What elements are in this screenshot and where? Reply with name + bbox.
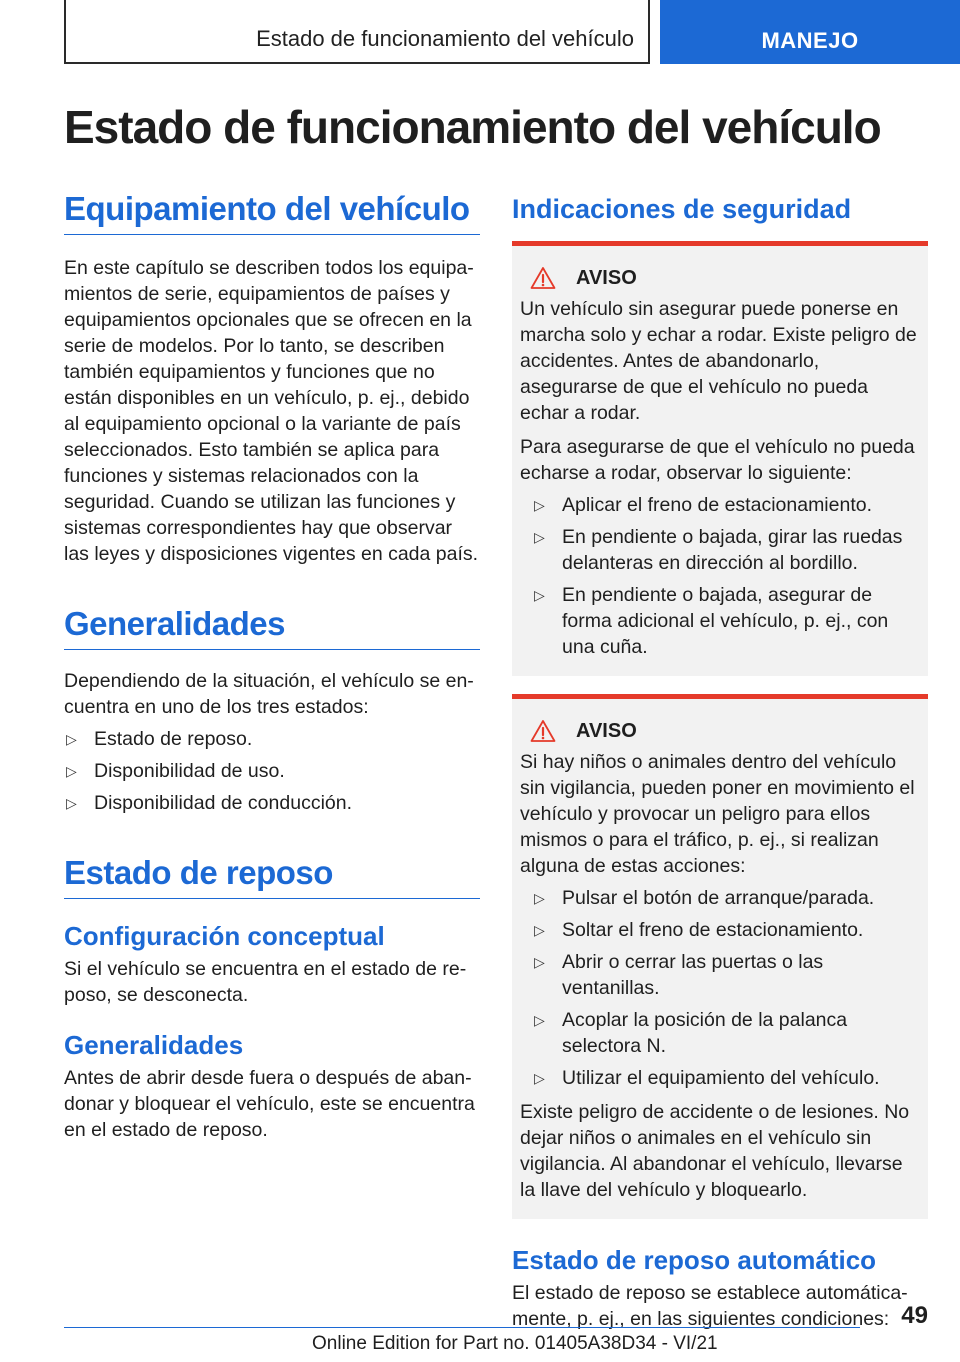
triangle-bullet-icon: ▷ (66, 763, 77, 779)
equipamiento-heading: Equipamiento del vehículo (64, 190, 480, 235)
footer-divider (64, 1327, 860, 1328)
warning-triangle-icon (530, 266, 556, 290)
triangle-bullet-icon: ▷ (534, 1012, 545, 1028)
warning-label: AVISO (576, 719, 637, 742)
warning-label: AVISO (576, 266, 637, 289)
warning-box-2 (512, 694, 928, 1219)
warning-list (520, 492, 920, 660)
reposo-automatico-heading: Estado de reposo automático (512, 1245, 877, 1275)
generalidades-sub-heading: Generalidades (64, 1030, 244, 1060)
triangle-bullet-icon: ▷ (534, 529, 545, 545)
triangle-bullet-icon: ▷ (534, 890, 545, 906)
warning-triangle-icon (530, 719, 556, 743)
seguridad-heading: Indicaciones de seguridad (512, 194, 852, 224)
warning-list (520, 885, 920, 1091)
warning-text: Si hay niños o animales dentro del vehículo sin vigilancia, pueden poner en movimiento el vehículo y provocar un peligro para ellos mismos o para el tráfico, p. ej., si realizan alguna de estas acciones: (520, 751, 915, 877)
page-title: Estado de funcionamiento del vehículo (64, 101, 881, 153)
header-tab-manejo[interactable]: MANEJO (660, 0, 960, 64)
triangle-bullet-icon: ▷ (534, 1070, 545, 1086)
list-item: ▷ Pulsar el botón de arranque/parada. (534, 887, 875, 909)
generalidades-sub-text: Antes de abrir desde fuera o después de abandonar y bloquear el vehículo, este se encuentra en el estado de reposo. (64, 1067, 475, 1141)
warning-text: Existe peligro de accidente o de lesiones. No dejar niños o animales en el vehículo sin vigilancia. Al abandonar el vehículo, llevarse la llave del vehículo y bloquearlo. (520, 1101, 910, 1201)
list-item: ▷ Abrir o cerrar las puertas o las ventanillas. (534, 951, 824, 999)
triangle-bullet-icon: ▷ (66, 795, 77, 811)
list-item: ▷ En pendiente o bajada, girar las ruedas delanteras en dirección al bordillo. (534, 526, 903, 574)
warning-text: Un vehículo sin asegurar puede ponerse en marcha solo y echar a rodar. Existe peligro de accidentes. Antes de abandonarlo, asegurarse de que el vehículo no pueda echar a rodar. (520, 298, 917, 424)
list-item: ▷ Aplicar el freno de estacionamiento. (534, 494, 873, 516)
header-section-box (64, 0, 650, 64)
list-item: ▷ Disponibilidad de conducción. (66, 792, 353, 814)
reposo-automatico-text: El estado de reposo se establece automáticamente, p. ej., en las siguientes condiciones: (512, 1282, 908, 1330)
estado-reposo-heading: Estado de reposo (64, 854, 480, 899)
configuracion-text: Si el vehículo se encuentra en el estado de reposo, se desconecta. (64, 958, 467, 1006)
triangle-bullet-icon: ▷ (534, 497, 545, 513)
estados-list (64, 726, 480, 816)
list-item: ▷ Utilizar el equipamiento del vehículo. (534, 1067, 880, 1089)
footer-edition: Online Edition for Part no. 01405A38D34 - VI/21 (312, 1333, 718, 1354)
triangle-bullet-icon: ▷ (66, 731, 77, 747)
generalidades-text: Dependiendo de la situación, el vehículo se encuentra en uno de los tres estados: (64, 670, 474, 718)
warning-header (530, 719, 920, 743)
right-column (512, 190, 928, 1332)
triangle-bullet-icon: ▷ (534, 954, 545, 970)
equipamiento-text: En este capítulo se describen todos los equipamientos de serie, equipamientos de países y equipamientos opcionales que se ofrecen en la serie de modelos. Por lo tanto, se describen también equipamientos y funciones que no están disponibles en un vehículo, p. ej., debido al equipamiento opcional o la variante de país seleccionados. Esto también se aplica para funciones y sistemas relacionados con la seguridad. Cuando se utilizan las funciones y sistemas correspondientes hay que observar las leyes y disposiciones vigentes en cada país. (64, 257, 479, 565)
configuracion-heading: Configuración conceptual (64, 921, 385, 951)
warning-header (530, 266, 920, 290)
warning-text: Para asegurarse de que el vehículo no pueda echarse a rodar, observar lo siguiente: (520, 436, 915, 484)
page-number: 49 (901, 1302, 928, 1329)
list-item: ▷ Disponibilidad de uso. (66, 760, 285, 782)
header-section-title: Estado de funcionamiento del vehículo (256, 26, 634, 51)
warning-box-1 (512, 241, 928, 676)
generalidades-heading: Generalidades (64, 605, 480, 650)
triangle-bullet-icon: ▷ (534, 587, 545, 603)
list-item: ▷ Soltar el freno de estacionamiento. (534, 919, 864, 941)
list-item: ▷ Acoplar la posición de la palanca selectora N. (534, 1009, 848, 1057)
list-item: ▷ Estado de reposo. (66, 728, 253, 750)
triangle-bullet-icon: ▷ (534, 922, 545, 938)
left-column (64, 190, 480, 1143)
list-item: ▷ En pendiente o bajada, asegurar de forma adicional el vehículo, p. ej., con una cuña. (534, 584, 889, 658)
